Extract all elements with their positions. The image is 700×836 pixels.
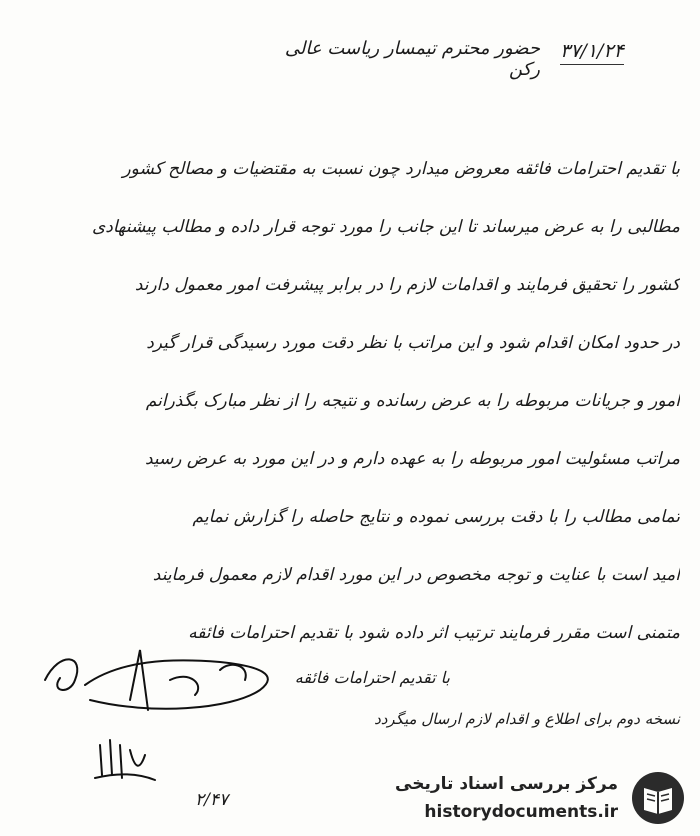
page-number: ۲/۴۷ bbox=[195, 790, 229, 810]
signature-icon bbox=[30, 640, 290, 820]
body-line: امید است با عنایت و توجه مخصوص در این مورد اقدام لازم معمول فرمایند bbox=[152, 565, 680, 585]
footer-note: نسخه دوم برای اطلاع و اقدام لازم ارسال میگردد bbox=[374, 710, 680, 728]
book-logo-icon bbox=[630, 770, 686, 826]
body-line: متمنی است مقرر فرمایند ترتیب اثر داده شود با تقدیم احترامات فائقه bbox=[188, 623, 680, 643]
body-line: امور و جریانات مربوطه را به عرض رسانده و نتیجه را از نظر مبارک بگذرانم bbox=[145, 391, 680, 411]
body-line: در حدود امکان اقدام شود و این مراتب با نظر دقت مورد رسیدگی قرار گیرد bbox=[146, 333, 680, 353]
watermark-url: historydocuments.ir bbox=[424, 802, 618, 822]
signature-area bbox=[30, 640, 290, 820]
body-line: با تقدیم احترامات فائقه معروض میدارد چون نسبت به مقتضیات و مصالح کشور bbox=[122, 159, 680, 179]
letter-body bbox=[30, 140, 680, 662]
document-date: ۳۷/۱/۲۴ bbox=[560, 40, 624, 65]
closing-line: با تقدیم احترامات فائقه bbox=[294, 668, 450, 687]
body-line: مراتب مسئولیت امور مربوطه را به عهده دارم و در این مورد به عرض رسید bbox=[144, 449, 680, 469]
watermark bbox=[362, 766, 692, 830]
salutation: حضور محترم تیمسار ریاست عالی رکن bbox=[284, 38, 540, 80]
body-line: مطالبی را به عرض میرساند تا این جانب را مورد توجه قرار داده و مطالب پیشنهادی bbox=[91, 217, 680, 237]
body-line: کشور را تحقیق فرمایند و اقدامات لازم را در برابر پیشرفت امور معمول دارند bbox=[134, 275, 680, 295]
body-line: تمامی مطالب را با دقت بررسی نموده و نتایج حاصله را گزارش نمایم bbox=[192, 507, 680, 527]
watermark-title: مرکز بررسی اسناد تاریخی bbox=[395, 774, 618, 794]
